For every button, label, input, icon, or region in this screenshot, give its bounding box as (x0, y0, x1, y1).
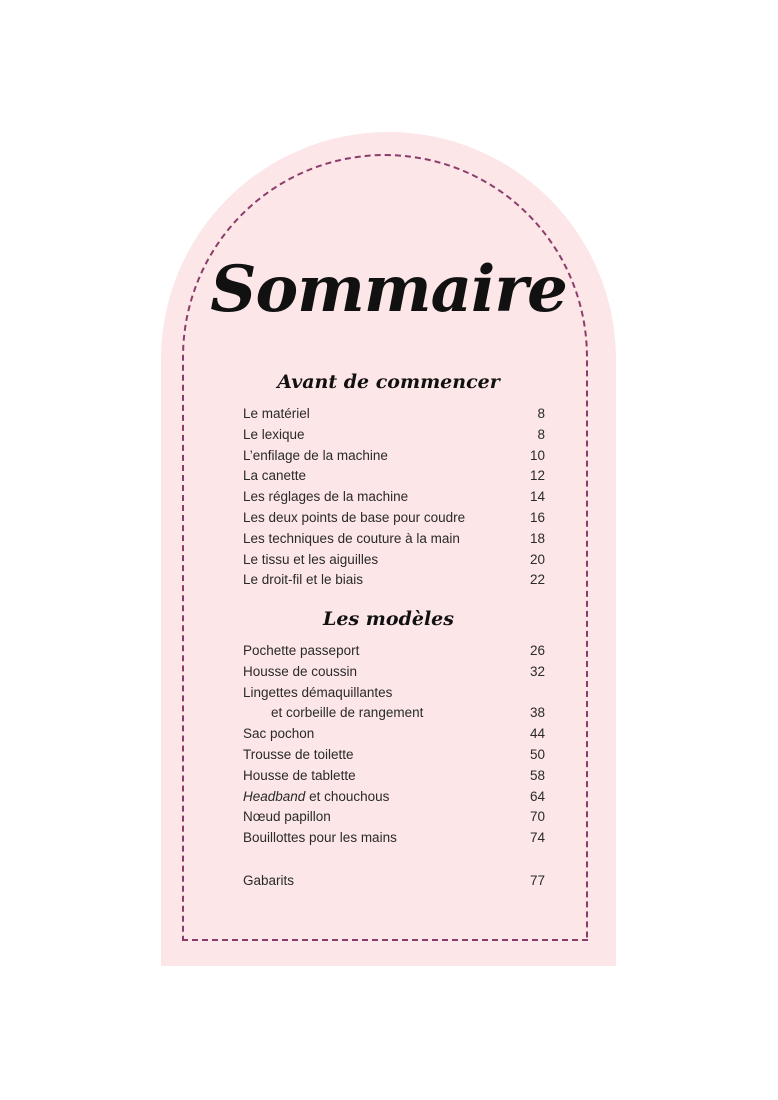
toc-entry[interactable]: Les deux points de base pour coudre 16 (243, 508, 545, 529)
page-number: 70 (529, 809, 545, 825)
page-number: 8 (537, 406, 545, 421)
page-number: 77 (529, 873, 545, 888)
toc-entry[interactable]: La canette 12 (243, 466, 545, 487)
toc-list-avant (243, 404, 545, 591)
page-number: 44 (529, 726, 545, 742)
page-number: 10 (529, 447, 545, 463)
toc-entry[interactable]: Le matériel 8 (243, 404, 545, 425)
toc-entry[interactable]: Sac pochon 44 (243, 724, 545, 745)
toc-entry[interactable]: Nœud papillon 70 (243, 807, 545, 828)
page-number: 20 (529, 551, 545, 567)
page-number: 14 (529, 489, 545, 505)
toc-entry-continuation[interactable]: et corbeille de rangement 38 (243, 703, 545, 724)
toc-entry[interactable]: Le droit-fil et le biais 22 (243, 570, 545, 591)
toc-entry[interactable]: Trousse de toilette 50 (243, 745, 545, 766)
page-number: 64 (529, 788, 545, 804)
page-number: 74 (529, 830, 545, 846)
page-number: 18 (529, 530, 545, 546)
section-heading-modeles: Les modèles (323, 608, 454, 630)
toc-entry[interactable]: Housse de tablette 58 (243, 766, 545, 787)
toc-list-modeles (243, 641, 545, 849)
toc-entry[interactable]: Headband et chouchous 64 (243, 787, 545, 808)
toc-entry[interactable]: Housse de coussin 32 (243, 662, 545, 683)
page-number: 32 (529, 663, 545, 679)
toc-list-appendix (243, 871, 545, 892)
page-title: Sommaire (210, 252, 567, 327)
toc-entry[interactable]: Le tissu et les aiguilles 20 (243, 550, 545, 571)
page-number: 26 (529, 643, 545, 658)
italic-term: Headband (243, 788, 306, 804)
section-heading-avant: Avant de commencer (277, 371, 500, 393)
page-number: 22 (529, 572, 545, 588)
page-number: 58 (529, 767, 545, 783)
page-number: 50 (529, 746, 545, 762)
toc-entry-gabarits[interactable]: Gabarits 77 (243, 871, 545, 892)
toc-entry[interactable]: Bouillottes pour les mains 74 (243, 828, 545, 849)
toc-entry[interactable]: L’enfilage de la machine 10 (243, 446, 545, 467)
toc-entry[interactable]: Pochette passeport 26 (243, 641, 545, 662)
page-number: 16 (529, 509, 545, 525)
toc-entry[interactable]: Lingettes démaquillantes (243, 684, 393, 700)
toc-entry[interactable]: Les techniques de couture à la main 18 (243, 529, 545, 550)
page-number: 38 (529, 705, 545, 721)
page-number: 12 (529, 468, 545, 484)
page-number: 8 (537, 426, 545, 442)
toc-entry[interactable]: Le lexique 8 (243, 425, 545, 446)
toc-entry[interactable]: Les réglages de la machine 14 (243, 487, 545, 508)
